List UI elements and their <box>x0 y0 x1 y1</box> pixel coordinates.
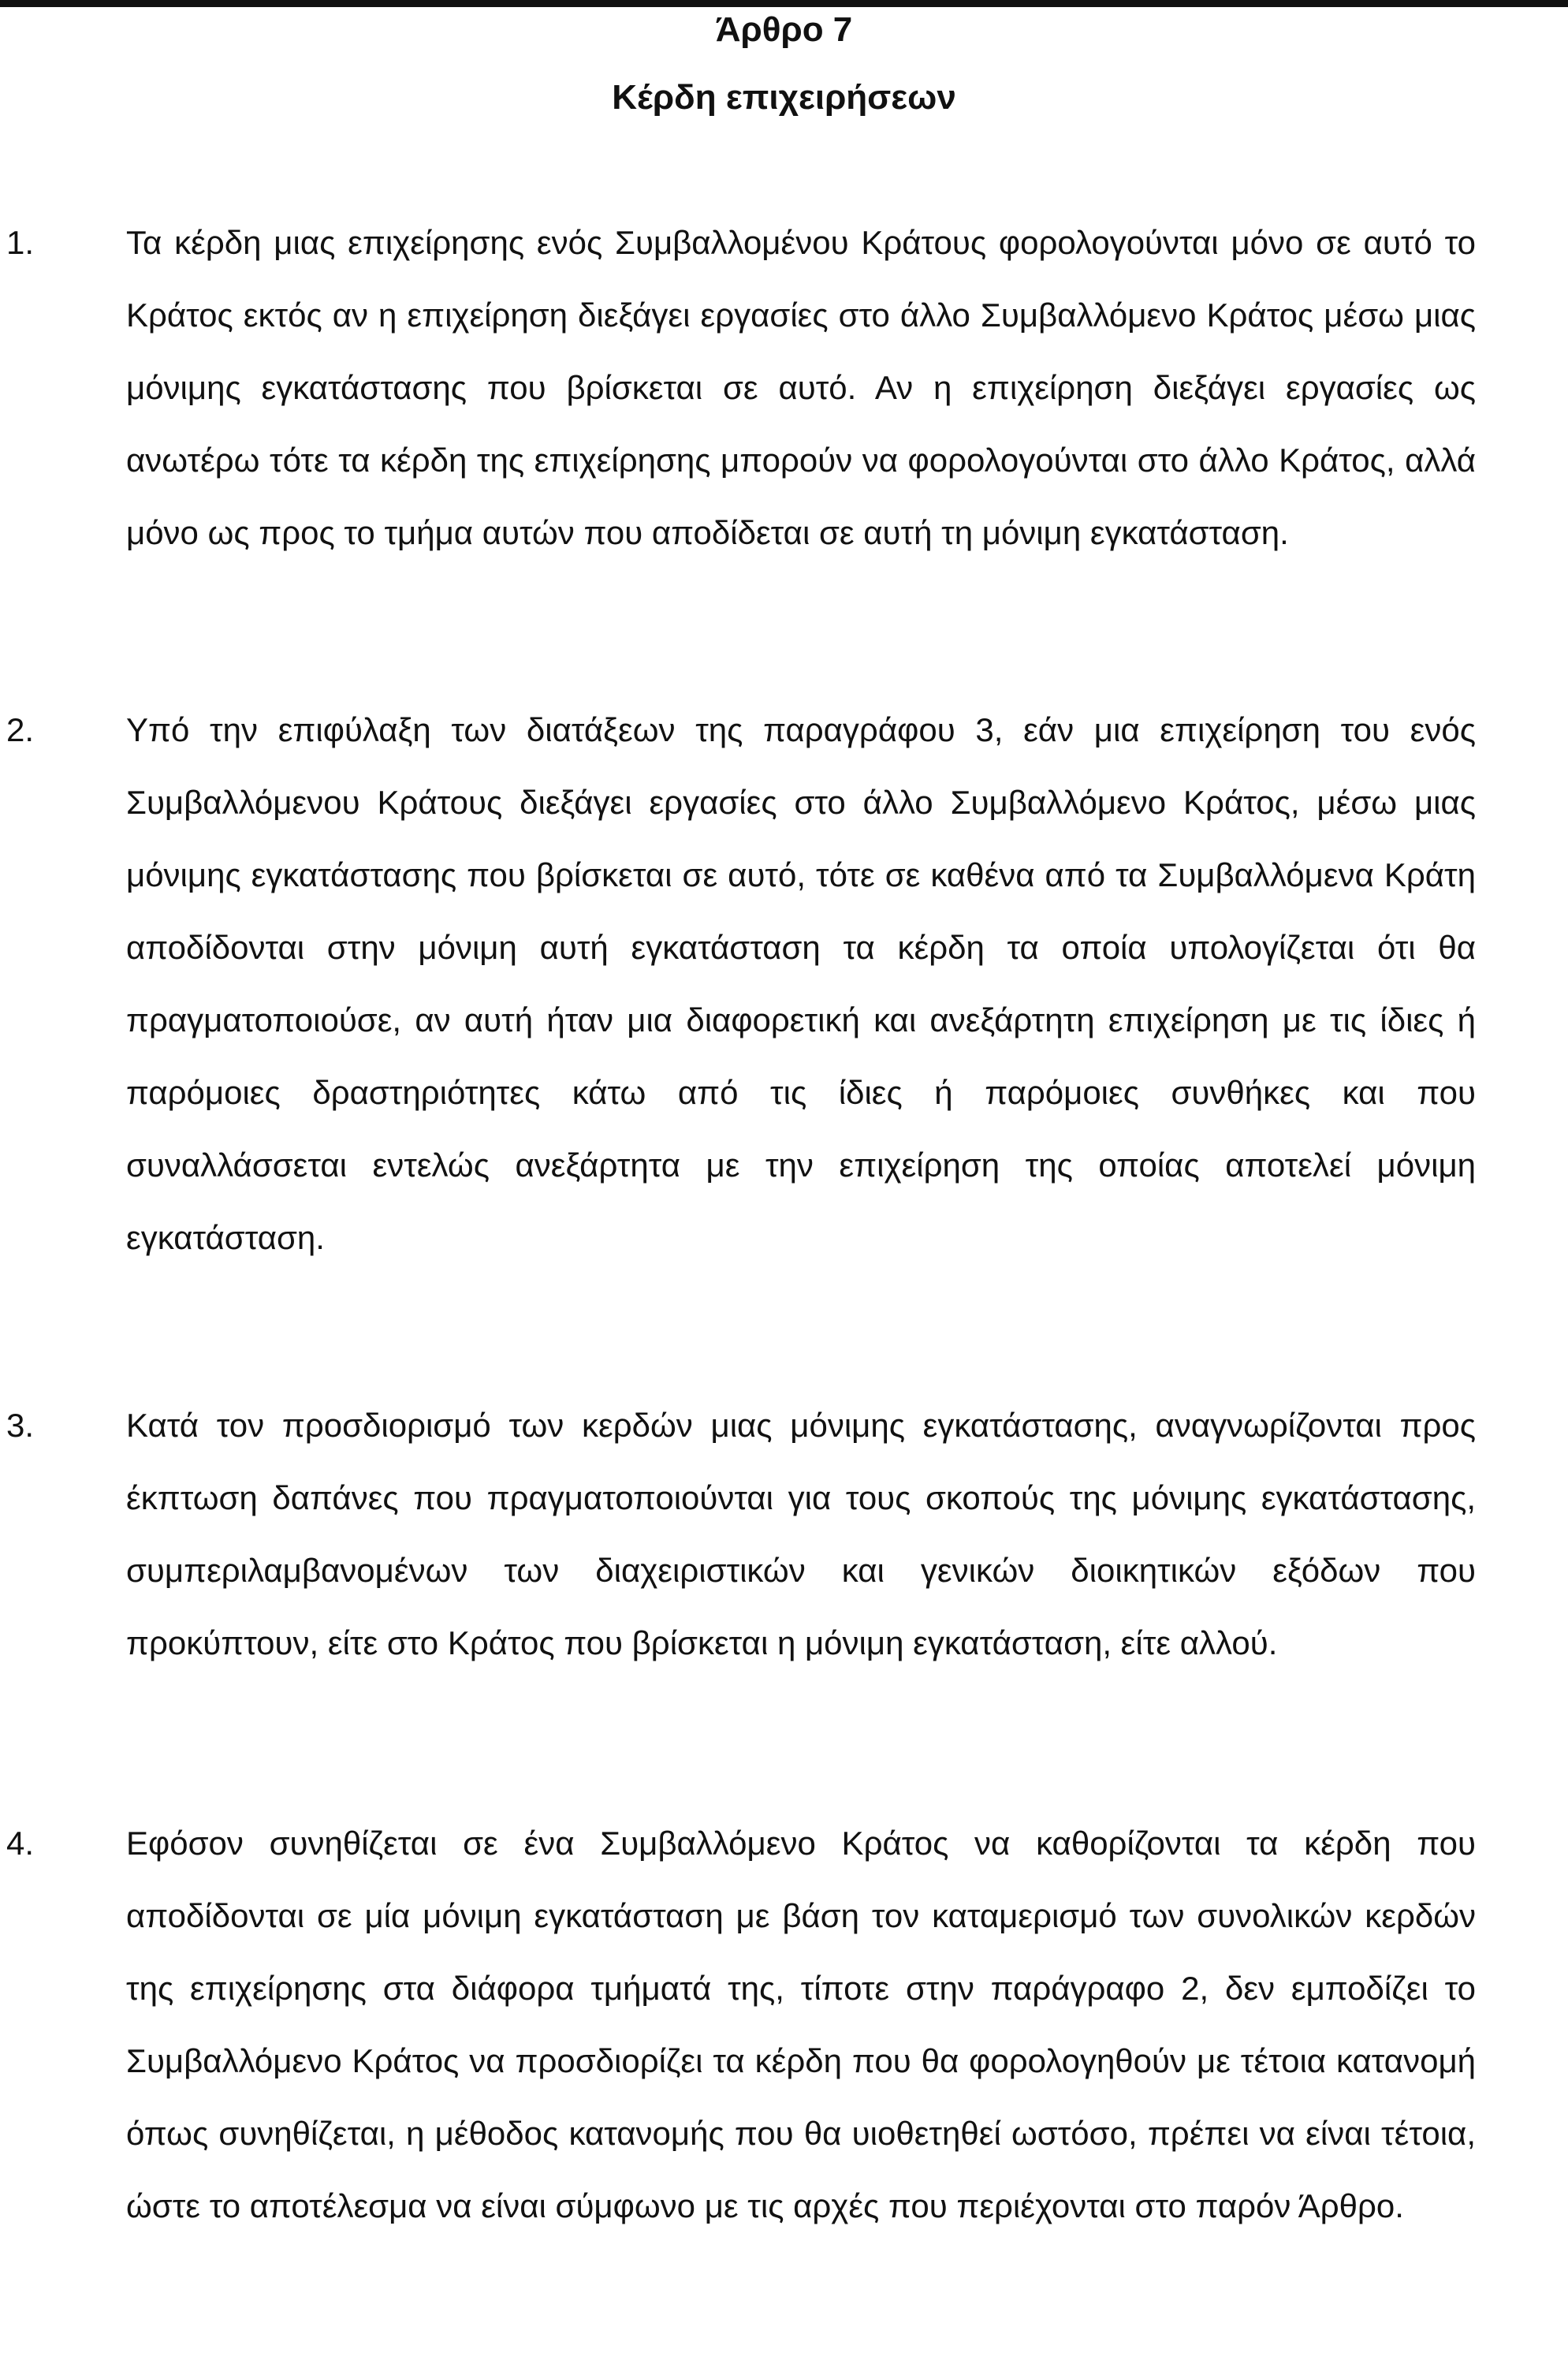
paragraph-text: Κατά τον προσδιορισμό των κερδών μιας μόνιμης εγκατάστασης, αναγνωρίζονται προς έκπτωση δαπάνες που πραγματοποιούνται για τους σκοπούς της μόνιμης εγκατάστασης, συμπεριλαμβανομένων των διαχειριστικών και γενικών διοικητικών εξόδων που προκύπτουν, είτε στο Κράτος που βρίσκεται η μόνιμη εγκατάσταση, είτε αλλού. <box>126 1407 1476 1661</box>
article-title: Άρθρο 7 <box>715 10 853 49</box>
paragraph-number: 2. <box>6 711 35 748</box>
paragraph-text: Υπό την επιφύλαξη των διατάξεων της παραγράφου 3, εάν μια επιχείρηση του ενός Συμβαλλόμενου Κράτους διεξάγει εργασίες στο άλλο Συμβαλλόμενο Κράτος, μέσω μιας μόνιμης εγκατάστασης που βρίσκεται σε αυτό, τότε σε καθένα από τα Συμβαλλόμενα Κράτη αποδίδονται στην μόνιμη αυτή εγκατάσταση τα κέρδη τα οποία υπολογίζεται ότι θα πραγματοποιούσε, αν αυτή ήταν μια διαφορετική και ανεξάρτητη επιχείρηση με τις ίδιες ή παρόμοιες δραστηριότητες κάτω από τις ίδιες ή παρόμοιες συνθήκες και που συναλλάσσεται εντελώς ανεξάρτητα με την επιχείρηση της οποίας αποτελεί μόνιμη εγκατάσταση. <box>126 711 1476 1256</box>
top-border-rule <box>0 0 1568 7</box>
paragraph-number: 1. <box>6 224 35 261</box>
paragraph-number: 3. <box>6 1407 35 1444</box>
paragraph-text: Τα κέρδη μιας επιχείρησης ενός Συμβαλλομένου Κράτους φορολογούνται μόνο σε αυτό το Κράτος εκτός αν η επιχείρηση διεξάγει εργασίες στο άλλο Συμβαλλόμενο Κράτος μέσω μιας μόνιμης εγκατάστασης που βρίσκεται σε αυτό. Αν η επιχείρηση διεξάγει εργασίες ως ανωτέρω τότε τα κέρδη της επιχείρησης μπορούν να φορολογούνται στο άλλο Κράτος, αλλά μόνο ως προς το τμήμα αυτών που αποδίδεται σε αυτή τη μόνιμη εγκατάσταση. <box>126 224 1476 551</box>
paragraph-number: 4. <box>6 1825 35 1862</box>
article-subtitle: Κέρδη επιχειρήσεων <box>612 78 956 117</box>
paragraph-text: Εφόσον συνηθίζεται σε ένα Συμβαλλόμενο Κράτος να καθορίζονται τα κέρδη που αποδίδονται σε μία μόνιμη εγκατάσταση με βάση τον καταμερισμό των συνολικών κερδών της επιχείρησης στα διάφορα τμήματά της, τίποτε στην παράγραφο 2, δεν εμποδίζει το Συμβαλλόμενο Κράτος να προσδιορίζει τα κέρδη που θα φορολογηθούν με τέτοια κατανομή όπως συνηθίζεται, η μέθοδος κατανομής που θα υιοθετηθεί ωστόσο, πρέπει να είναι τέτοια, ώστε το αποτέλεσμα να είναι σύμφωνο με τις αρχές που περιέχονται στο παρόν Άρθρο. <box>126 1825 1476 2224</box>
